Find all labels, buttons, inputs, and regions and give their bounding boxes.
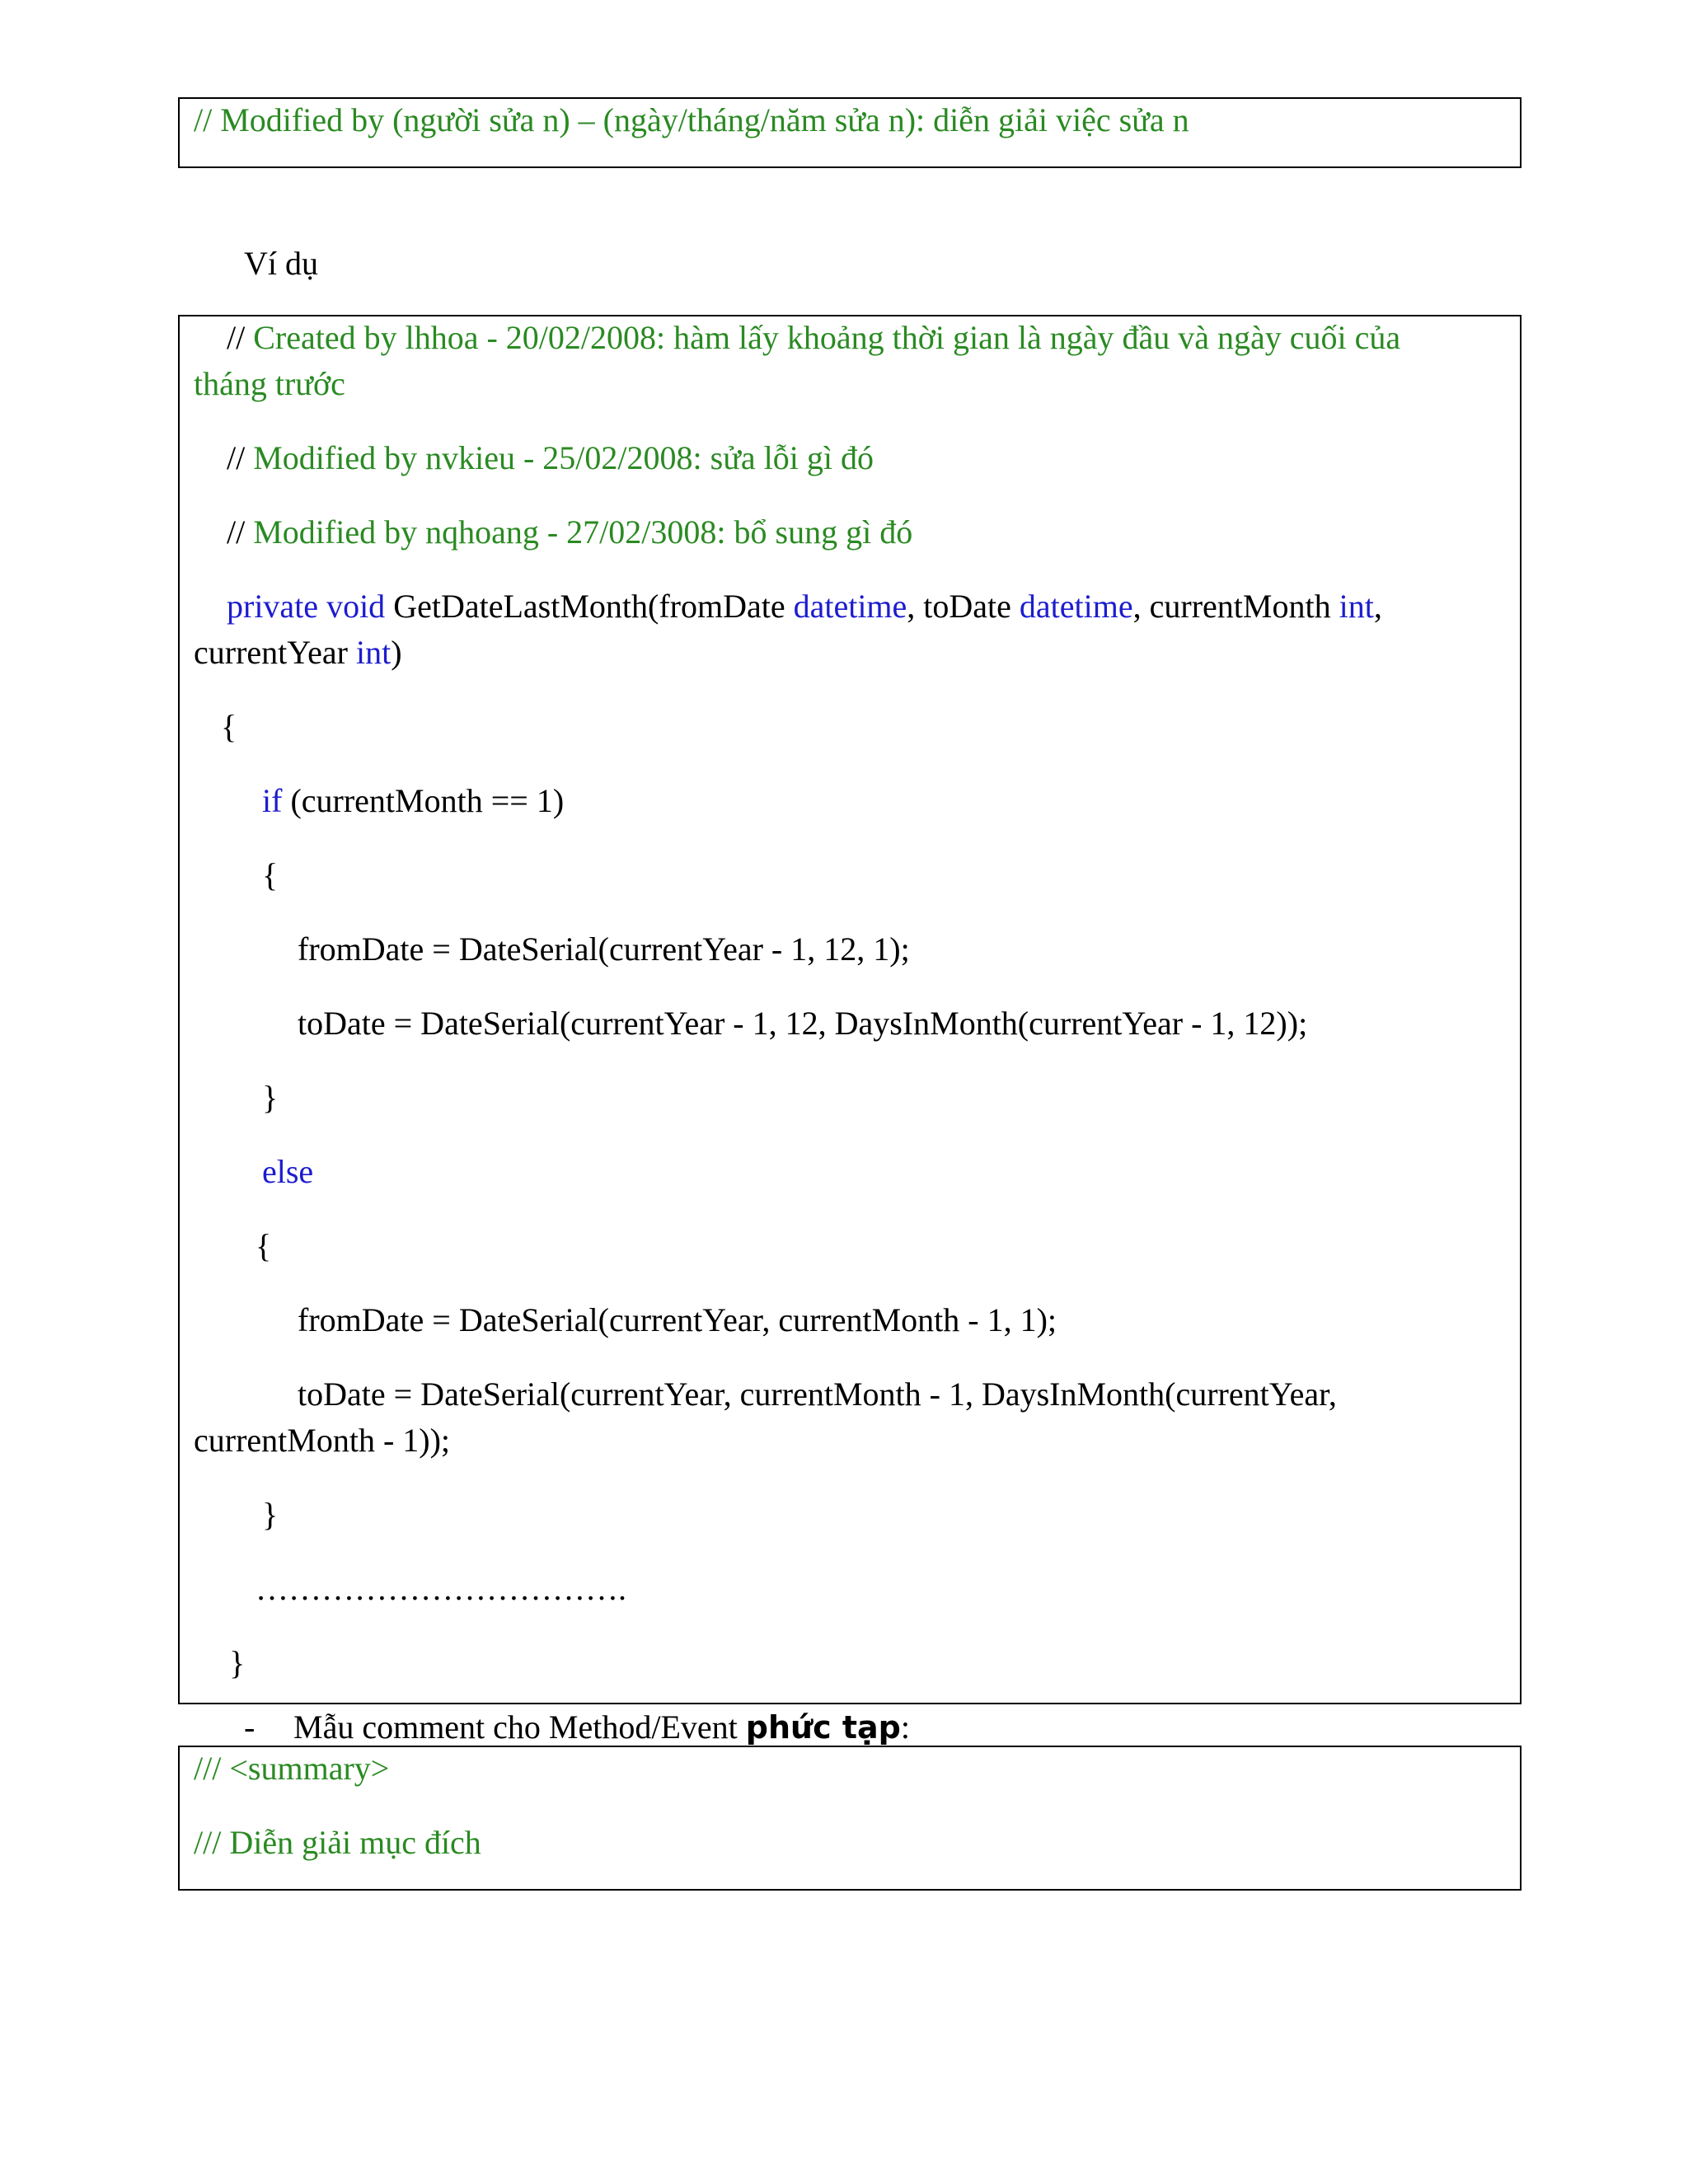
bullet-dash: - [244,1708,256,1746]
comment-modified-nqhoang: // Modified by nqhoang - 27/02/3008: bổ sung gì đó [227,513,913,551]
method-signature-continuation: currentYear int) [194,634,402,671]
bullet-text: Mẫu comment cho Method/Event phức tạp: [293,1708,910,1746]
method-close-brace: } [229,1644,246,1681]
method-signature-line: private void GetDateLastMonth(fromDate datetime, toDate datetime, currentMonth int, [227,588,1382,625]
else-stmt-todate-continuation: currentMonth - 1)); [194,1422,451,1459]
else-keyword: else [262,1153,314,1190]
example-label: Ví dụ [244,245,318,282]
if-close-brace: } [262,1079,279,1116]
comment-created-continuation: tháng trước [194,365,345,402]
code-ellipsis: ……………………………. [256,1570,626,1607]
if-stmt-todate: toDate = DateSerial(currentYear - 1, 12, DaysInMonth(currentYear - 1, 12)); [298,1005,1308,1042]
if-stmt-fromdate: fromDate = DateSerial(currentYear - 1, 12, 1); [298,930,910,968]
modified-template-line: // Modified by (người sửa n) – (ngày/tháng/năm sửa n): diễn giải việc sửa n [194,101,1189,138]
comment-modified-nvkieu: // Modified by nvkieu - 25/02/2008: sửa lỗi gì đó [227,439,874,476]
if-open-brace: { [262,856,279,893]
method-open-brace: { [221,708,237,745]
comment-created-line: // Created by lhhoa - 20/02/2008: hàm lấy khoảng thời gian là ngày đầu và ngày cuối của [227,319,1401,356]
else-open-brace: { [256,1227,272,1264]
else-close-brace: } [262,1496,279,1533]
summary-open-tag: /// <summary> [194,1750,390,1787]
else-stmt-todate: toDate = DateSerial(currentYear, currentMonth - 1, DaysInMonth(currentYear, [298,1376,1337,1413]
if-statement-line: if (currentMonth == 1) [262,782,565,819]
else-stmt-fromdate: fromDate = DateSerial(currentYear, currentMonth - 1, 1); [298,1301,1057,1338]
summary-purpose-line: /// Diễn giải mục đích [194,1824,481,1861]
